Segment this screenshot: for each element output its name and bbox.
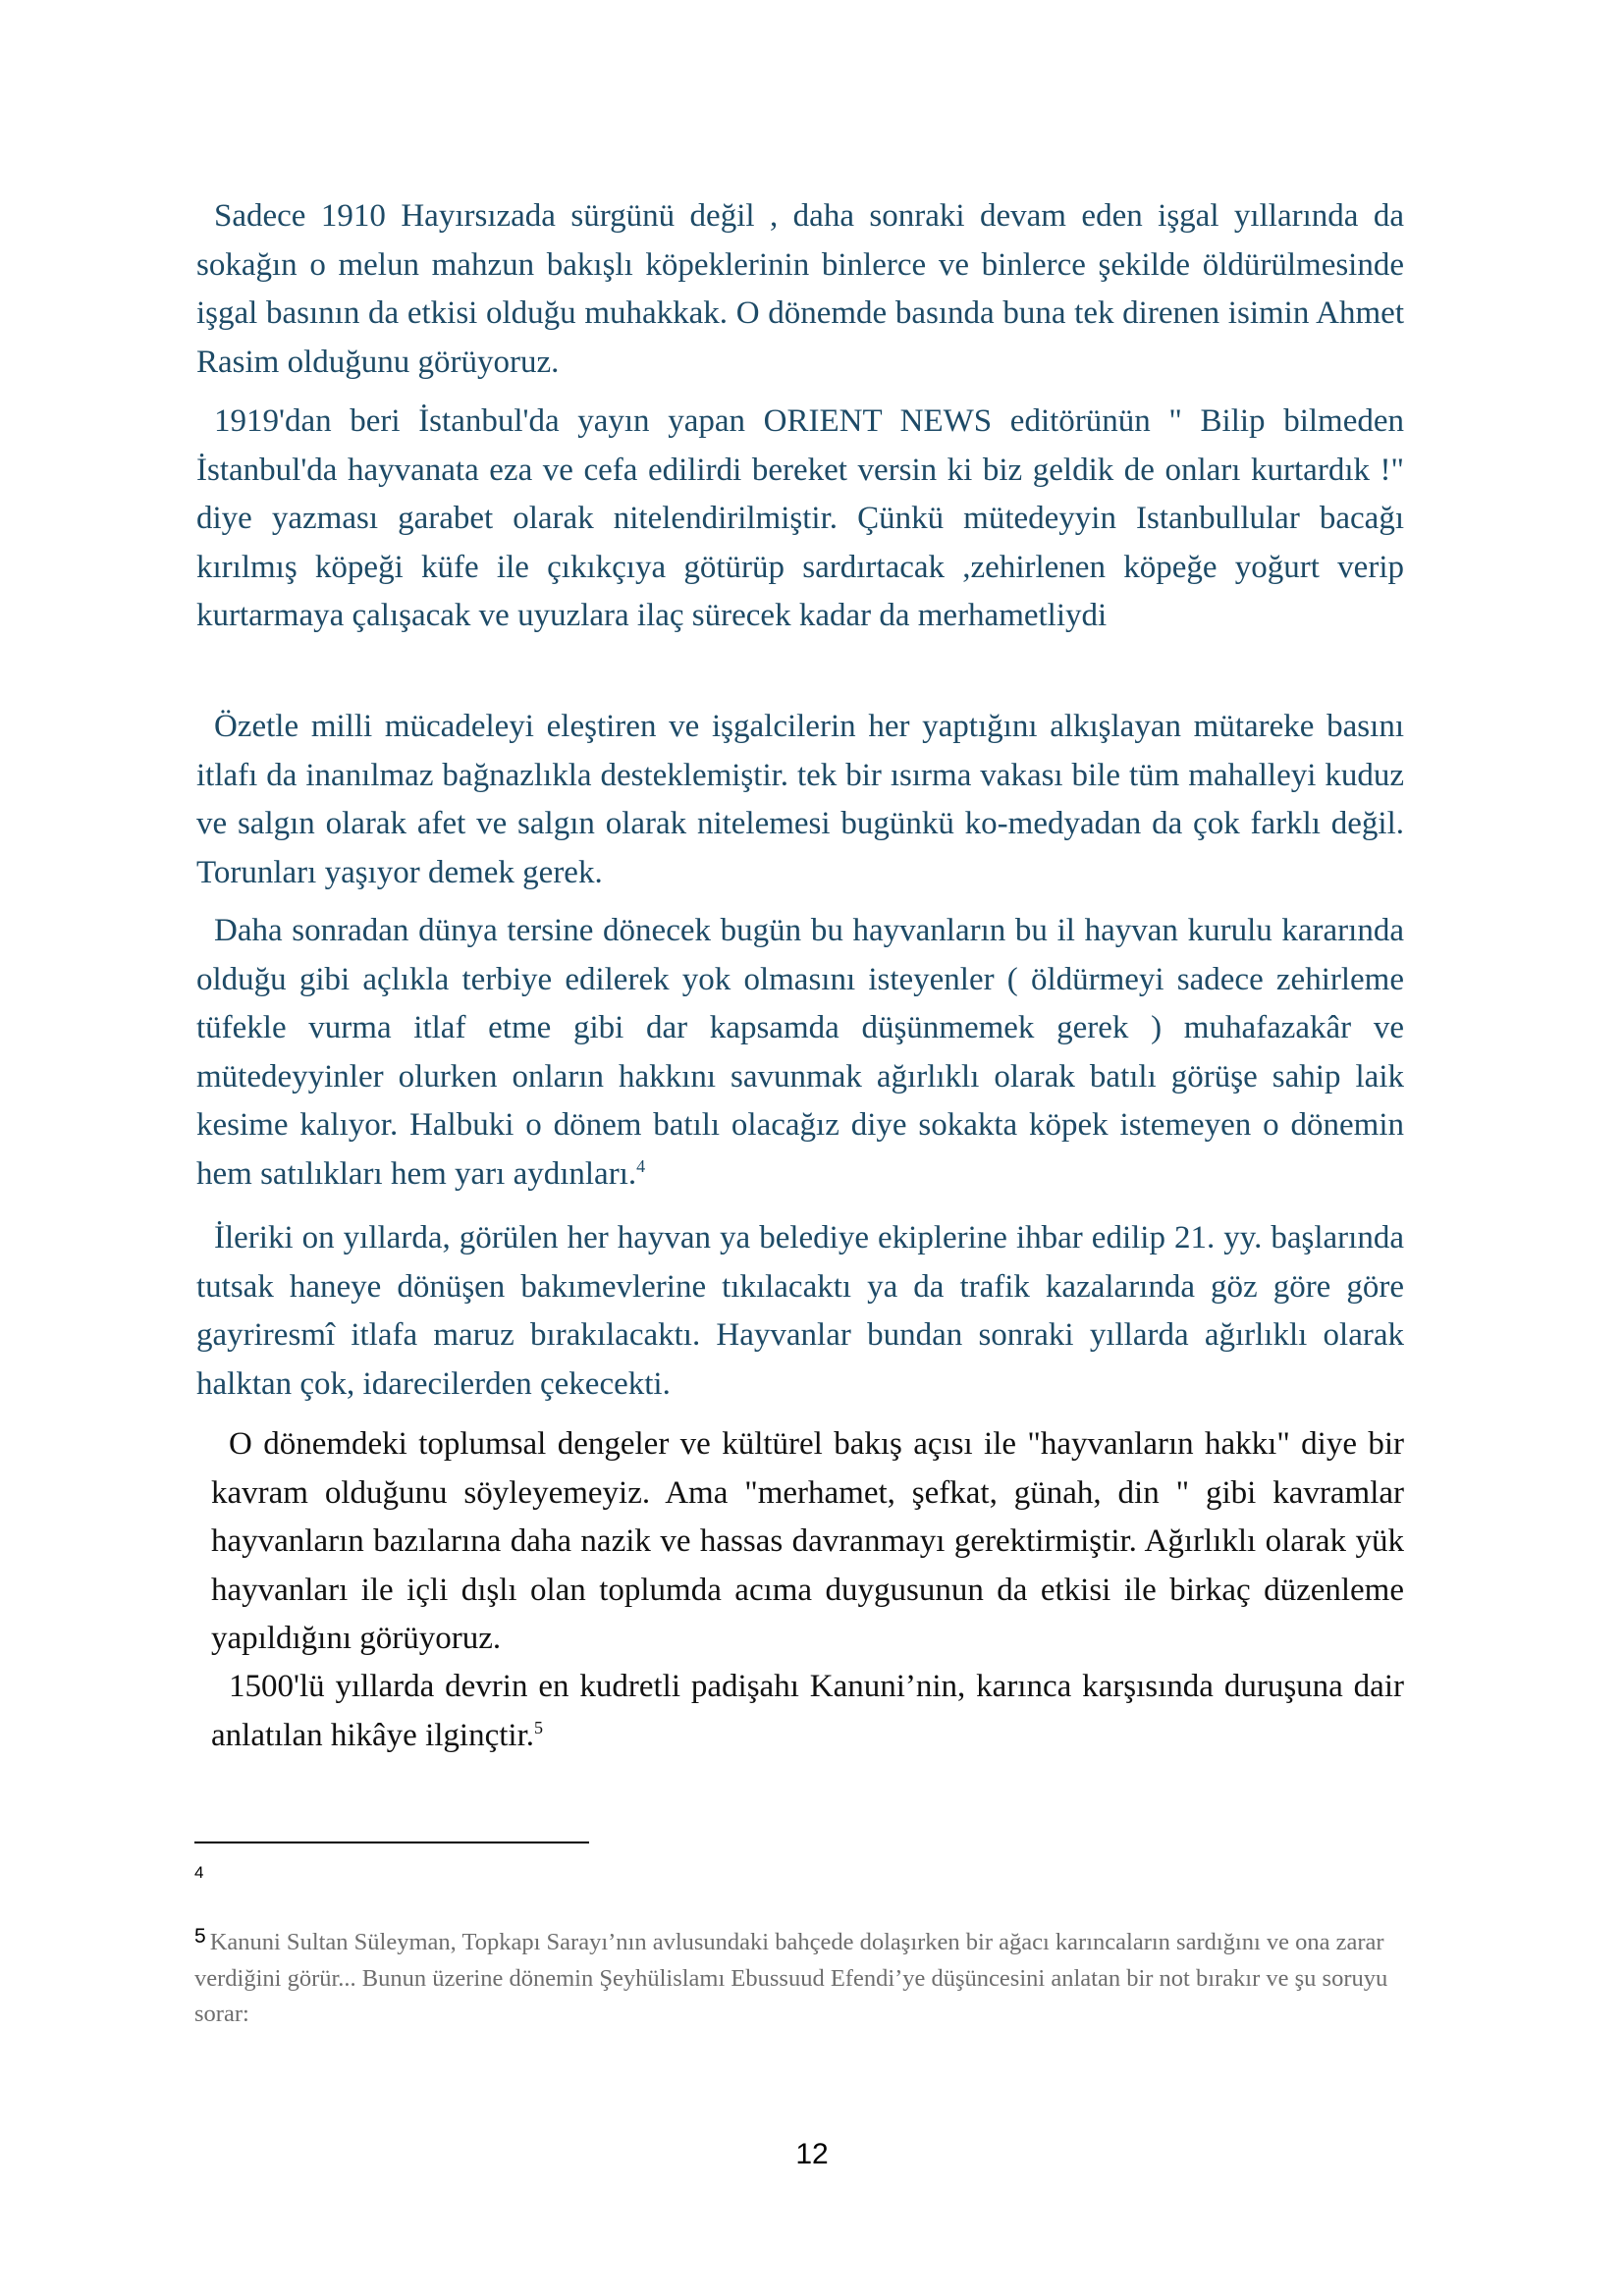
paragraph-text: 1919'dan beri İstanbul'da yayın yapan ORIENT NEWS editörünün " Bilip bilmeden İstanbul'da hayvanata eza ve cefa edilirdi bereket versin ki biz geldik de onları kurtardık !" diye yazması garabet olarak nitelendirilmiştir. Çünkü mütedeyyin Istanbullular bacağı kırılmış köpeği küfe ile çıkıkçıya götürüp sardırtacak ,zehirlenen köpeğe yoğurt verip kurtarmaya çalışacak ve uyuzlara ilaç sürecek kadar da merhametliydi: [196, 403, 1404, 633]
footnote-4: [194, 1863, 203, 1883]
footnote-reference-5[interactable]: 5: [534, 1717, 543, 1737]
paragraph-text: Sadece 1910 Hayırsızada sürgünü değil , daha sonraki devam eden işgal yıllarında da sokağın o melun mahzun bakışlı köpeklerinin binlerce ve binlerce şekilde öldürülmesinde işgal basının da etkisi olduğu muhakkak. O dönemde basında buna tek direnen isimin Ahmet Rasim olduğunu görüyoruz.: [196, 198, 1404, 380]
paragraph-1: [196, 192, 1404, 387]
footnote-5: [194, 1919, 1432, 2033]
paragraph-5: [196, 1214, 1404, 1409]
page-number: 12: [795, 2138, 829, 2170]
paragraph-text: Daha sonradan dünya tersine dönecek bugün bu hayvanların bu il hayvan kurulu kararında olduğu gibi açlıkla terbiye edilerek yok olmasını isteyenler ( öldürmeyi sadece zehirleme tüfekle vurma itlaf etme gibi dar kapsamda düşünmemek gerek ) muhafazakâr ve mütedeyyinler olurken onların hakkını savunmak ağırlıklı olarak batılı görüşe sahip laik kesime kalıyor. Halbuki o dönem batılı olacağız diye sokakta köpek istemeyen o dönemin hem satılıkları hem yarı aydınları.: [196, 913, 1404, 1192]
paragraph-7: [211, 1663, 1404, 1760]
footnote-separator: [194, 1842, 589, 1843]
paragraph-4: [196, 907, 1404, 1199]
paragraph-3: [196, 703, 1404, 897]
paragraph-6: [211, 1420, 1404, 1664]
paragraph-text: O dönemdeki toplumsal dengeler ve kültürel bakış açısı ile "hayvanların hakkı" diye bir kavram olduğunu söyleyemeyiz. Ama "merhamet, şefkat, günah, din " gibi kavramlar hayvanların bazılarına daha nazik ve hassas davranmayı gerektirmiştir. Ağırlıklı olarak yük hayvanları ile içli dışlı olan toplumda acıma duygusunun da etkisi ile birkaç düzenleme yapıldığını görüyoruz.: [211, 1426, 1404, 1656]
footnote-text: Kanuni Sultan Süleyman, Topkapı Sarayı’nın avlusundaki bahçede dolaşırken bir ağacı karıncaların sardığını ve ona zarar verdiğini görür... Bunun üzerine dönemin Şeyhülislamı Ebussuud Efendi’ye düşüncesini anlatan bir not bırakır ve şu soruyu sorar:: [194, 1929, 1388, 2027]
paragraph-text: 1500'lü yıllarda devrin en kudretli padişahı Kanuni’nin, karınca karşısında duruşuna dair anlatılan hikâye ilginçtir.: [211, 1669, 1404, 1753]
paragraph-text: İleriki on yıllarda, görülen her hayvan ya belediye ekiplerine ihbar edilip 21. yy. başlarında tutsak haneye dönüşen bakımevlerine tıkılacaktı ya da trafik kazalarında göz göre göre gayriresmî itlafa maruz bırakılacaktı. Hayvanlar bundan sonraki yıllarda ağırlıklı olarak halktan çok, idarecilerden çekecekti.: [196, 1220, 1404, 1402]
paragraph-2: [196, 398, 1404, 641]
footnote-number: 5: [194, 1925, 206, 1948]
footnote-reference-4[interactable]: 4: [636, 1155, 646, 1176]
paragraph-text: Özetle milli mücadeleyi eleştiren ve işgalcilerin her yaptığını alkışlayan mütareke basını itlafı da inanılmaz bağnazlıkla desteklemiştir. tek bir ısırma vakası bile tüm mahalleyi kuduz ve salgın olarak afet ve salgın olarak nitelemesi bugünkü ko-medyadan da çok farklı değil. Torunları yaşıyor demek gerek.: [196, 709, 1404, 890]
footnote-number: 4: [194, 1863, 204, 1882]
